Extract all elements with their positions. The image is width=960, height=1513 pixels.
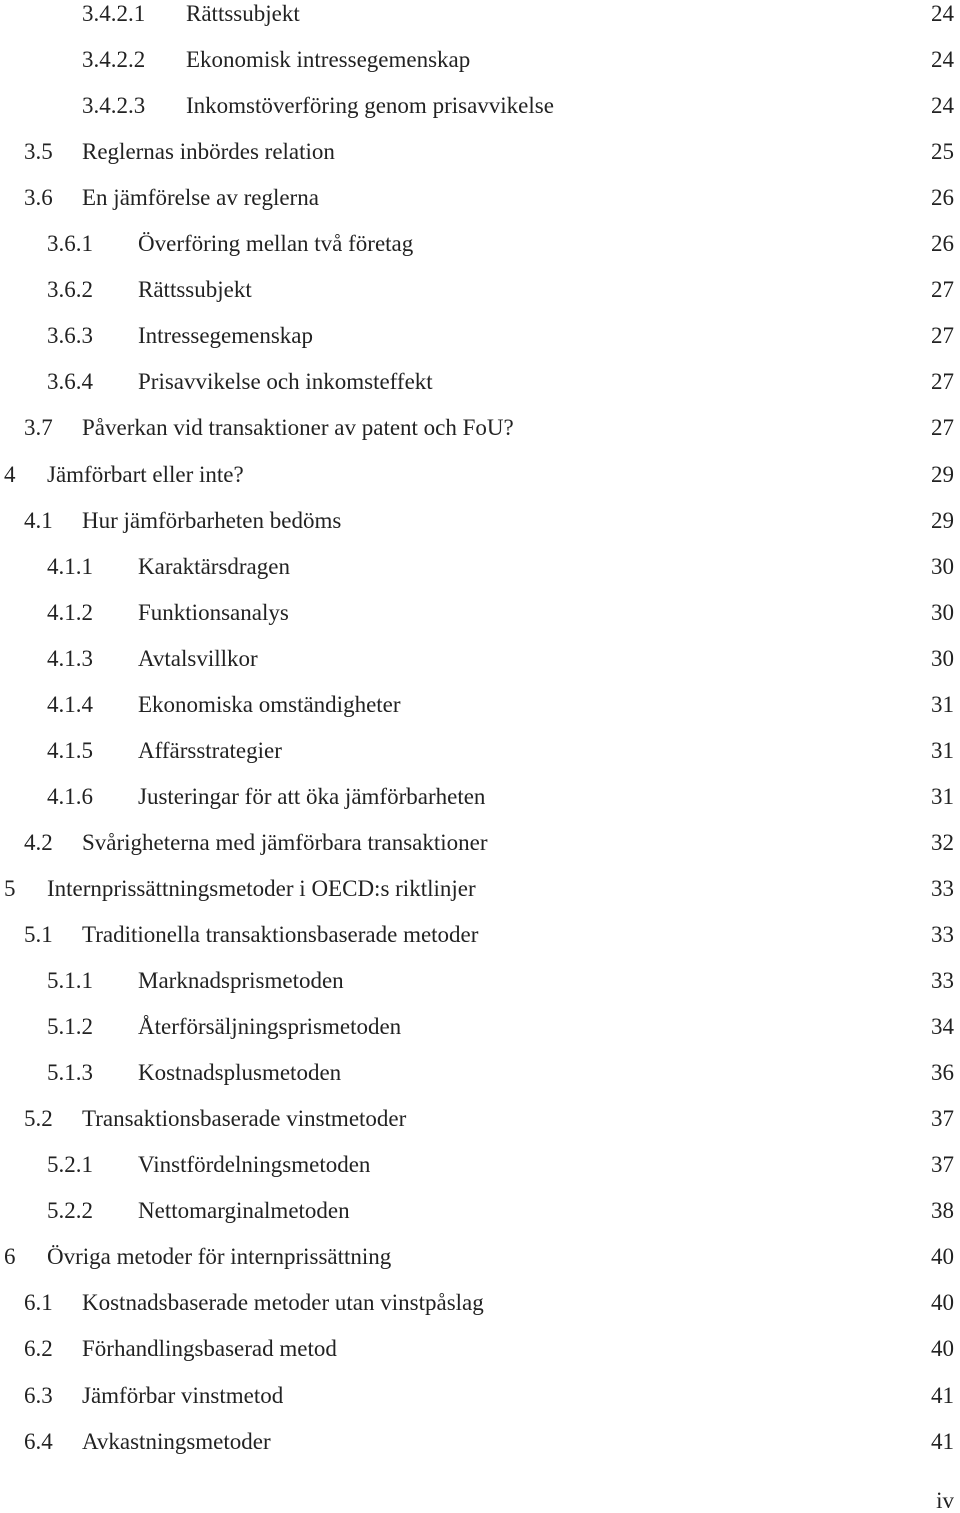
toc-entry-title: Affärsstrategier [138,737,282,763]
toc-entry-number: 5.1 [24,922,53,947]
toc-entry-number: 6.4 [24,1428,53,1454]
toc-entry-number: 3.5 [24,139,53,165]
toc-entry-number: 6.1 [24,1290,53,1316]
toc-entry-number: 5.1.3 [47,1060,93,1086]
toc-entry-page: 24 [931,47,954,73]
toc-entry-title: Inkomstöverföring genom prisavvikelse [186,93,554,119]
toc-entry[interactable] [0,877,960,923]
toc-entry-title: Transaktionsbaserade vinstmetoder [82,1106,407,1132]
toc-entry-page: 25 [931,139,954,165]
toc-entry-title: Rättssubjekt [138,277,252,303]
toc-entry-page: 33 [931,968,954,994]
toc-entry-title: Avkastningsmetoder [82,1428,271,1454]
toc-entry-title: Karaktärsdragen [138,553,290,579]
toc-entry-title: Hur jämförbarheten bedöms [82,507,342,533]
toc-entry-page: 30 [931,599,954,625]
toc-entry-page: 29 [931,461,954,487]
toc-entry[interactable] [0,1384,960,1430]
toc-entry-page: 32 [931,829,954,855]
toc-entry-page: 30 [931,553,954,579]
toc-entry[interactable] [0,1153,960,1199]
toc-entry-number: 3.6 [24,185,53,211]
toc-entry-title: Nettomarginalmetoden [138,1198,350,1224]
toc-entry[interactable] [0,969,960,1015]
toc-entry-page: 31 [931,691,954,717]
toc-entry-number: 4.2 [24,829,53,855]
toc-entry-title: En jämförelse av reglerna [82,185,319,211]
toc-entry-title: Intressegemenskap [138,323,313,349]
toc-entry-number: 4.1.6 [47,783,93,809]
toc-entry-title: Överföring mellan två företag [138,231,414,257]
toc-entry[interactable] [0,1430,960,1476]
toc-entry-title: Övriga metoder för internprissättning [47,1244,392,1270]
toc-entry-title: Traditionella transaktionsbaserade metoder [82,922,479,947]
toc-entry-number: 3.4.2.1 [82,1,146,26]
toc-entry-page: 36 [931,1060,954,1086]
toc-entry[interactable] [0,1199,960,1245]
toc-entry[interactable] [0,693,960,739]
toc-entry-page: 27 [931,323,954,349]
toc-entry-number: 6.2 [24,1336,53,1362]
toc-entry[interactable] [0,324,960,370]
toc-entry-number: 3.6.2 [47,277,93,303]
toc-entry-page: 40 [931,1244,954,1270]
toc-entry-page: 27 [931,415,954,441]
toc-entry[interactable] [0,1107,960,1153]
toc-entry-number: 3.4.2.2 [82,47,146,73]
toc-entry-title: Rättssubjekt [186,1,300,26]
toc-entry-number: 6.3 [24,1382,53,1408]
toc-entry-number: 4.1 [24,507,53,533]
toc-entry-number: 4.1.4 [47,691,93,717]
toc-entry-number: 5.2.2 [47,1198,93,1224]
toc-entry-title: Förhandlingsbaserad metod [82,1336,337,1362]
toc-entry-page: 27 [931,277,954,303]
toc-entry[interactable] [0,1245,960,1291]
toc-entry[interactable] [0,1291,960,1337]
toc-entry[interactable] [0,601,960,647]
toc-entry[interactable] [0,2,960,48]
toc-entry[interactable] [0,785,960,831]
toc-entry-page: 30 [931,645,954,671]
toc-entry-page: 26 [931,231,954,257]
toc-entry-page: 38 [931,1198,954,1224]
toc-entry-number: 5.2 [24,1106,53,1132]
toc-entry-title: Internprissättningsmetoder i OECD:s riktlinjer [47,875,476,901]
toc-entry-page: 41 [931,1382,954,1408]
toc-entry[interactable] [0,923,960,969]
toc-entry-number: 4.1.5 [47,737,93,763]
toc-entry[interactable] [0,555,960,601]
toc-entry[interactable] [0,463,960,509]
toc-entry[interactable] [0,509,960,555]
toc-entry-number: 3.6.3 [47,323,93,349]
toc-entry-page: 34 [931,1014,954,1040]
toc-entry-page: 31 [931,737,954,763]
toc-entry[interactable] [0,739,960,785]
toc-entry-title: Jämförbar vinstmetod [82,1382,284,1408]
toc-entry-title: Kostnadsbaserade metoder utan vinstpåslag [82,1290,484,1316]
toc-entry[interactable] [0,1015,960,1061]
toc-entry-title: Påverkan vid transaktioner av patent och FoU? [82,415,514,441]
toc-entry-title: Jämförbart eller inte? [47,461,244,487]
toc-entry[interactable] [0,1337,960,1383]
toc-entry-page: 37 [931,1106,954,1132]
toc-entry-number: 4 [4,461,16,487]
toc-entry-number: 5.1.2 [47,1014,93,1040]
toc-entry[interactable] [0,647,960,693]
toc-entry-number: 5 [4,875,16,901]
toc-entry[interactable] [0,1061,960,1107]
toc-entry-title: Avtalsvillkor [138,645,258,671]
toc-entry-title: Justeringar för att öka jämförbarheten [138,783,486,809]
toc-entry-page: 27 [931,369,954,395]
toc-entry-number: 4.1.1 [47,553,93,579]
toc-entry-title: Ekonomiska omständigheter [138,691,401,717]
toc-entry[interactable] [0,831,960,877]
toc-entry-number: 3.6.4 [47,369,93,395]
toc-entry-title: Kostnadsplusmetoden [138,1060,342,1086]
toc-entry-title: Marknadsprismetoden [138,968,344,994]
toc-entry-title: Reglernas inbördes relation [82,139,335,165]
toc-entry-page: 37 [931,1152,954,1178]
toc-entry-page: 26 [931,185,954,211]
toc-entry[interactable] [0,94,960,140]
toc-entry[interactable] [0,232,960,278]
toc-entry[interactable] [0,186,960,232]
toc-entry-title: Återförsäljningsprismetoden [138,1014,402,1040]
toc-entry-page: 24 [931,93,954,119]
toc-entry[interactable] [0,416,960,462]
toc-entry-number: 6 [4,1244,16,1270]
toc-entry[interactable] [0,278,960,324]
toc-entry-page: 33 [931,922,954,947]
toc-entry-number: 4.1.3 [47,645,93,671]
toc-entry-number: 5.2.1 [47,1152,93,1178]
toc-entry-page: 31 [931,783,954,809]
toc-entry-title: Vinstfördelningsmetoden [138,1152,371,1178]
toc-entry-number: 3.4.2.3 [82,93,146,119]
toc-entry-page: 40 [931,1336,954,1362]
toc-entry-number: 5.1.1 [47,968,93,994]
toc-entry-number: 4.1.2 [47,599,93,625]
toc-entry-title: Svårigheterna med jämförbara transaktioner [82,829,488,855]
toc-entry[interactable] [0,370,960,416]
toc-entry-page: 24 [931,1,954,26]
toc-entry-title: Ekonomisk intressegemenskap [186,47,471,73]
toc-entry-number: 3.6.1 [47,231,93,257]
toc-entry[interactable] [0,48,960,94]
page-number: iv [936,1488,954,1513]
toc-entry-page: 33 [931,875,954,901]
toc-entry-number: 3.7 [24,415,53,441]
toc-entry[interactable] [0,140,960,186]
toc-entry-title: Prisavvikelse och inkomsteffekt [138,369,433,395]
toc-entry-page: 29 [931,507,954,533]
toc-entry-title: Funktionsanalys [138,599,289,625]
toc-entry-page: 41 [931,1428,954,1454]
toc-entry-page: 40 [931,1290,954,1316]
